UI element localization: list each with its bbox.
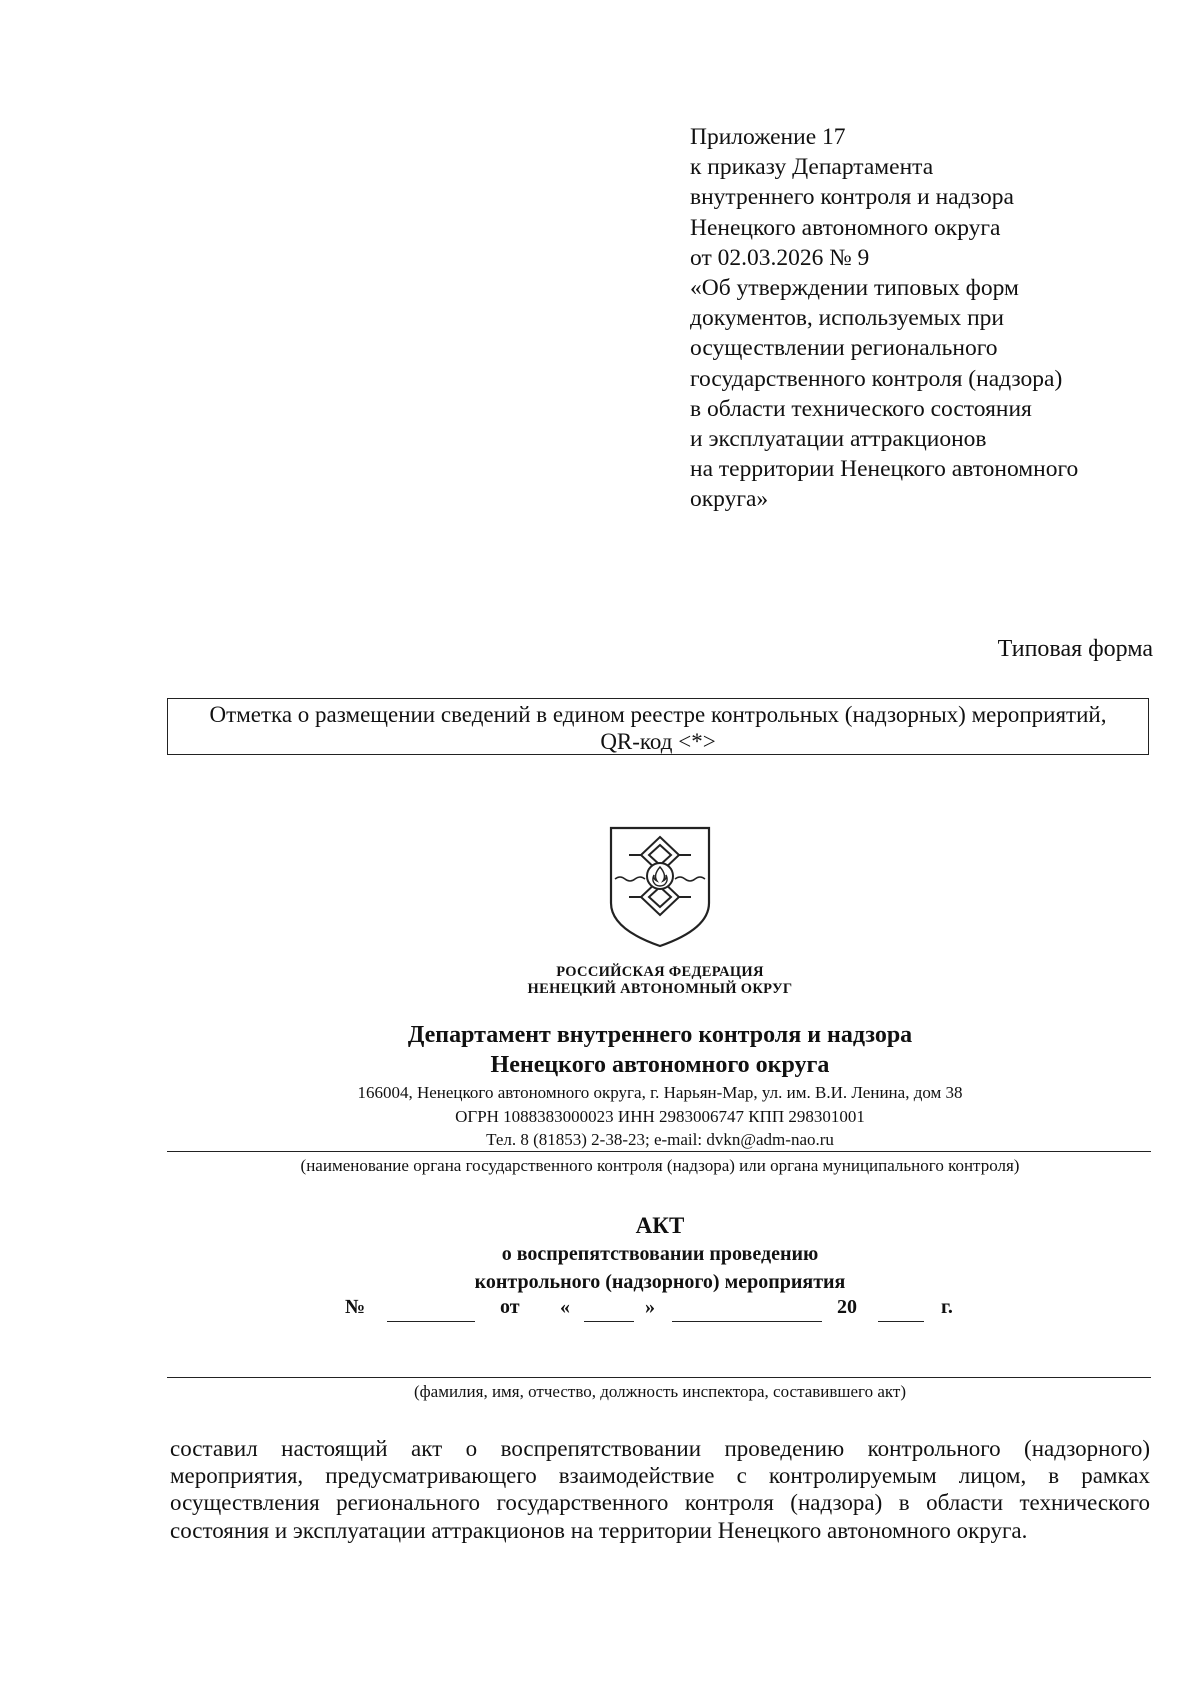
department-name-line2: Ненецкого автономного округа [490, 1052, 830, 1078]
header-divider [167, 1151, 1151, 1152]
appendix-line: от 02.03.2026 № 9 [690, 244, 870, 271]
department-registration: ОГРН 1088383000023 ИНН 2983006747 КПП 298301001 [455, 1107, 865, 1126]
body-name-caption: (наименование органа государственного контроля (надзора) или органа муниципального контроля) [300, 1156, 1020, 1175]
act-title: АКТ [635, 1213, 685, 1238]
appendix-line: в области технического состояния [690, 395, 1032, 422]
act-subtitle-line2: контрольного (надзорного) мероприятия [474, 1271, 846, 1293]
act-from-label: от [500, 1296, 520, 1318]
department-contacts: Тел. 8 (81853) 2-38-23; e-mail: dvkn@adm-nao.ru [486, 1130, 834, 1149]
appendix-line: внутреннего контроля и надзора [690, 184, 1014, 211]
registry-mark-line1: Отметка о размещении сведений в едином реестре контрольных (надзорных) мероприятий, [209, 702, 1107, 727]
act-number-label: № [345, 1296, 366, 1318]
appendix-line: Приложение 17 [690, 124, 846, 150]
appendix-line: документов, используемых при [690, 305, 1004, 332]
registry-mark-box [167, 698, 1149, 755]
act-year-field[interactable] [878, 1321, 924, 1322]
act-month-field[interactable] [672, 1321, 822, 1322]
coat-of-arms-icon [607, 825, 713, 949]
act-body-paragraph [170, 1435, 1150, 1544]
act-quote-open: « [560, 1296, 570, 1318]
appendix-line: «Об утверждении типовых форм [690, 275, 1019, 302]
body-line: осуществления регионального государственного контроля (надзора) в области технического [170, 1490, 1150, 1516]
appendix-line: на территории Ненецкого автономного [690, 456, 1079, 483]
body-line: состояния и эксплуатации аттракционов на территории Ненецкого автономного округа. [170, 1517, 1028, 1543]
appendix-line: Ненецкого автономного округа [690, 214, 1001, 241]
form-type-label: Типовая форма [997, 636, 1153, 662]
federation-name: РОССИЙСКАЯ ФЕДЕРАЦИЯ [556, 964, 764, 980]
act-subtitle-line1: о воспрепятствовании проведению [501, 1243, 819, 1265]
registry-mark-line2: QR-код <*> [600, 729, 716, 754]
appendix-line: и эксплуатации аттракционов [690, 426, 987, 453]
act-day-field[interactable] [584, 1321, 634, 1322]
appendix-line: округа» [690, 486, 769, 513]
department-address: 166004, Ненецкого автономного округа, г. Нарьян-Мар, ул. им. В.И. Ленина, дом 38 [357, 1083, 963, 1102]
appendix-line: государственного контроля (надзора) [690, 365, 1063, 392]
body-line: составил настоящий акт о воспрепятствовании проведению контрольного (надзорного) [170, 1436, 1150, 1461]
inspector-caption: (фамилия, имя, отчество, должность инспектора, составившего акт) [413, 1382, 907, 1401]
act-quote-close: » [645, 1296, 655, 1318]
appendix-line: к приказу Департамента [690, 154, 934, 181]
department-name-line1: Департамент внутреннего контроля и надзора [407, 1022, 913, 1048]
act-year-prefix: 20 [837, 1296, 857, 1318]
act-year-suffix: г. [941, 1296, 953, 1318]
body-line: мероприятия, предусматривающего взаимодействие с контролируемым лицом, в рамках [170, 1463, 1150, 1489]
appendix-line: осуществлении регионального [690, 335, 998, 362]
act-number-field[interactable] [387, 1321, 475, 1322]
region-name: НЕНЕЦКИЙ АВТОНОМНЫЙ ОКРУГ [527, 981, 793, 997]
appendix-block [690, 122, 1160, 515]
inspector-field[interactable] [167, 1377, 1151, 1378]
